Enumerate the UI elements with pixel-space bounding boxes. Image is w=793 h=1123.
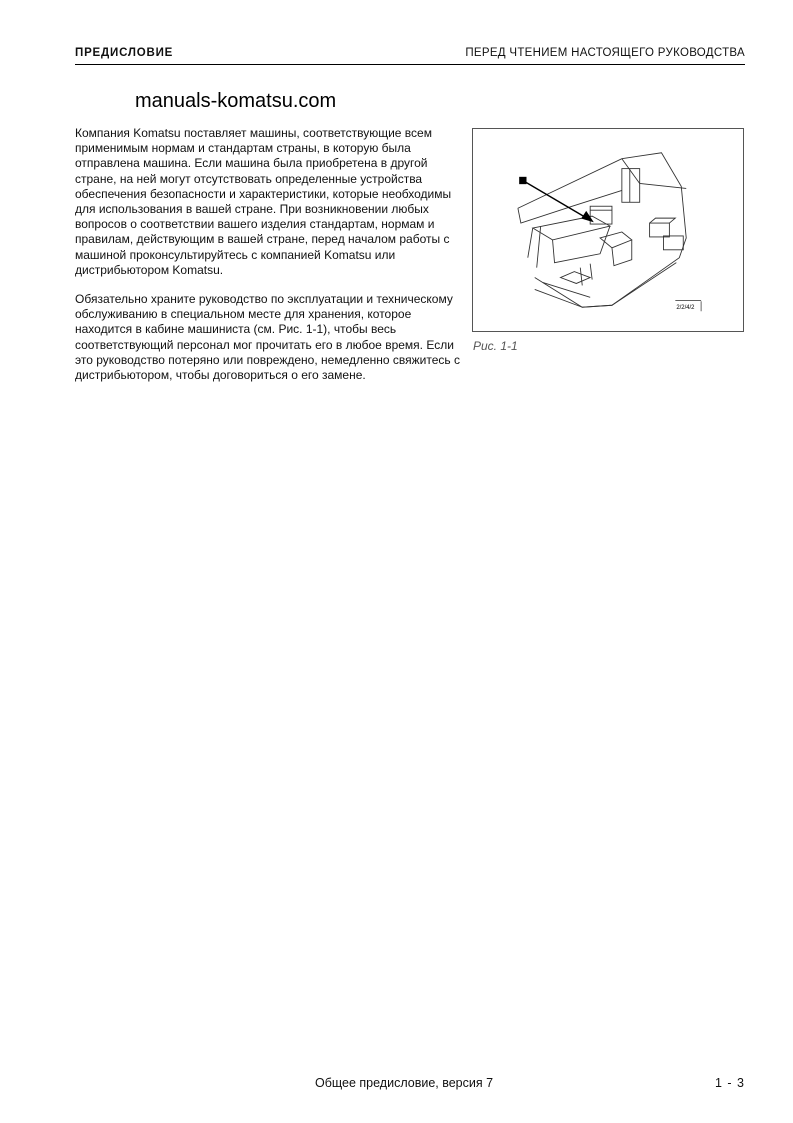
figure-code-label <box>675 300 701 311</box>
footer-title: Общее предисловие, версия 7 <box>315 1076 494 1090</box>
watermark: manuals-komatsu.com <box>135 90 337 112</box>
figure-caption: Рис. 1-1 <box>473 339 518 353</box>
section-title: ПРЕДИСЛОВИЕ <box>75 47 174 59</box>
paragraph-1: Компания Komatsu поставляет машины, соответствующие всем применимым нормам и стандартам страны, в которую была отправлена машина. Если машина была приобретена в другой стране, на ней могут отсутствовать определенные устройства обеспечения безопасности и характеристики, которые необходимы для использования в вашей стране. При возникновении любых вопросов о соответствии вашего изделия стандартам, нормам и правилам, действующим в вашей стране, перед началом работы с машиной проконсультируйтесь с компанией Komatsu или дистрибьютором Komatsu. <box>75 126 452 277</box>
page-number: 1 - 3 <box>714 1076 745 1090</box>
page-header-title: ПЕРЕД ЧТЕНИЕМ НАСТОЯЩЕГО РУКОВОДСТВА <box>465 47 745 59</box>
header-rule <box>75 64 745 65</box>
body-text <box>75 126 460 397</box>
figure-cab-illustration <box>472 128 744 332</box>
cab-line-drawing <box>473 129 743 331</box>
svg-text:2/2/4/2: 2/2/4/2 <box>676 305 695 312</box>
paragraph-2: Обязательно храните руководство по эксплуатации и техническому обслуживанию в специальном месте для хранения, которое находится в кабине машиниста (см. Рис. 1-1), чтобы весь соответствующий персонал мог прочитать его в любое время. Если это руководство потеряно или повреждено, немедленно свяжитесь с дистрибьютором, чтобы договориться о его замене. <box>75 292 461 383</box>
